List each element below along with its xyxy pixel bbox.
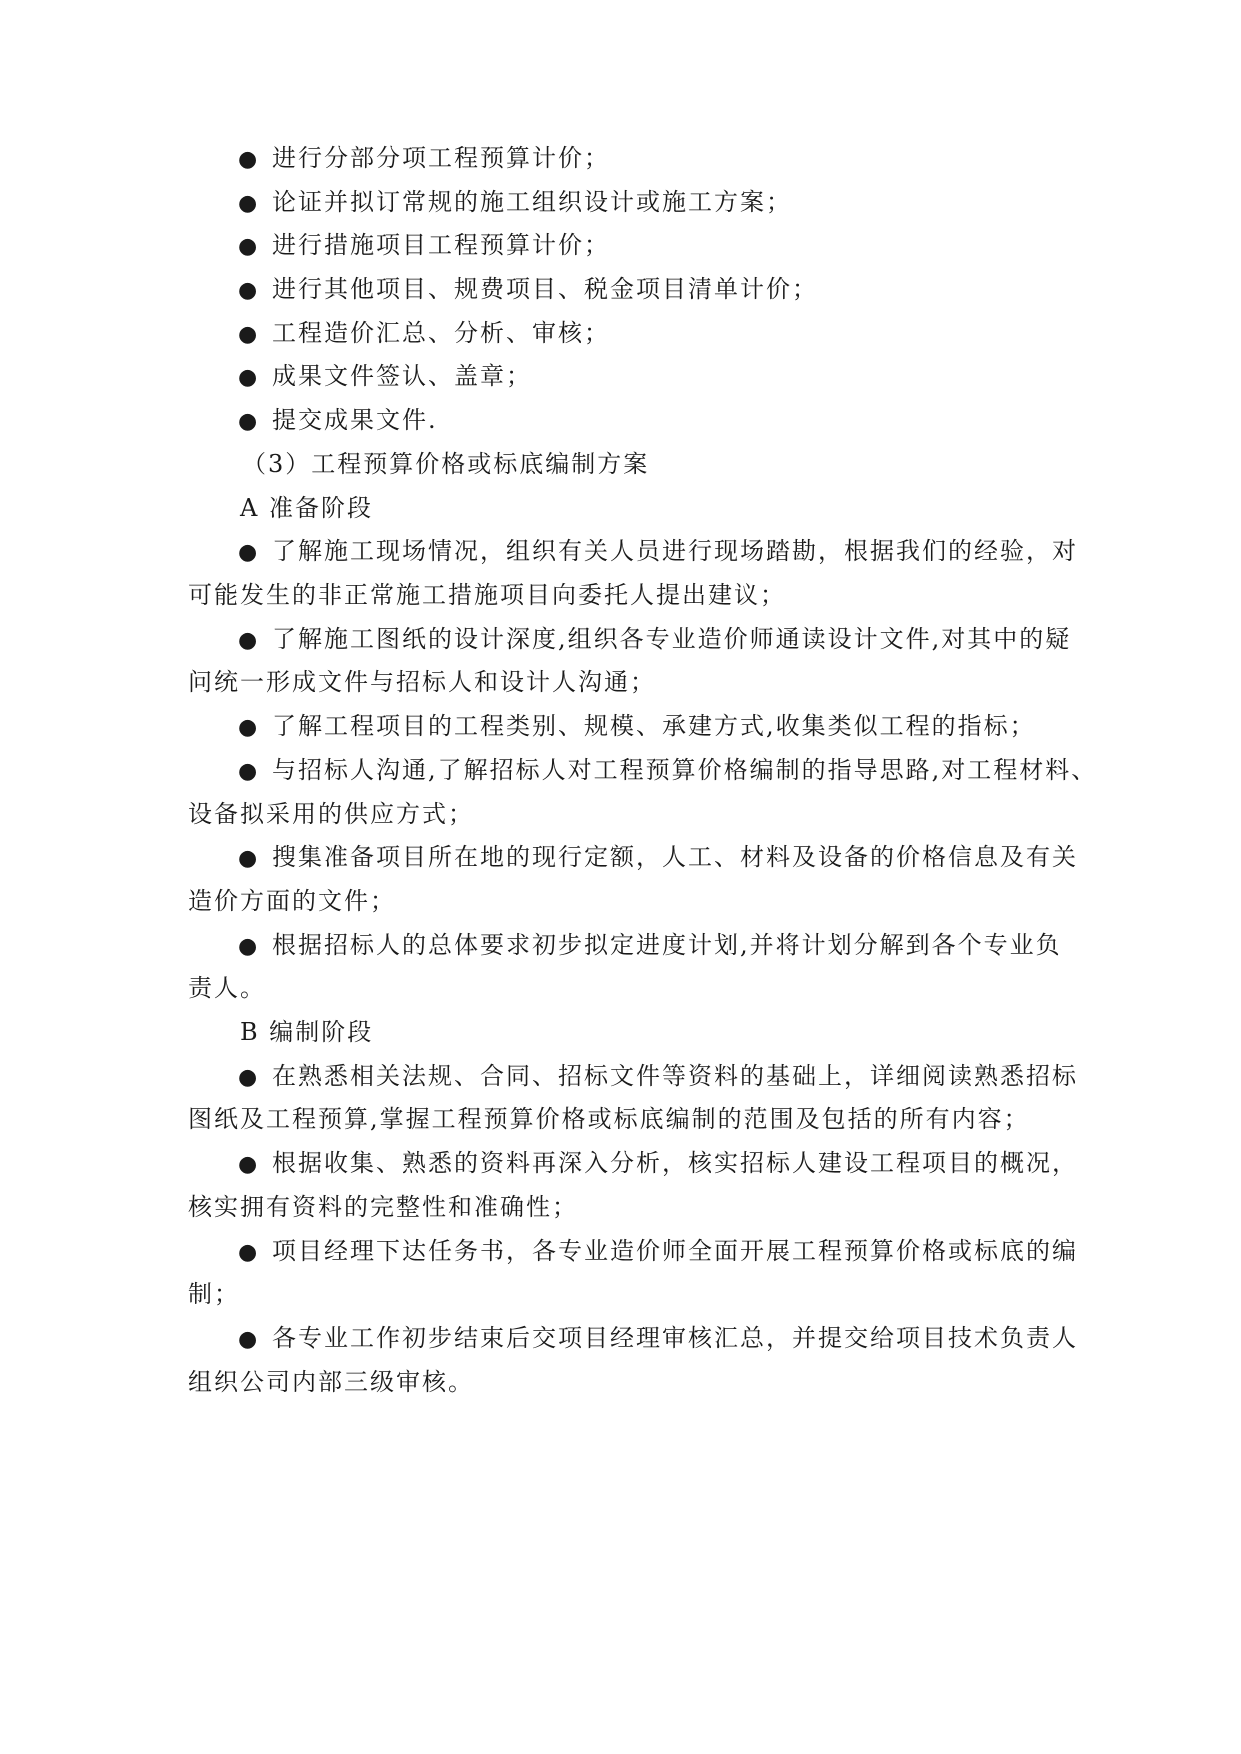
paragraph-first-line: ● 了解施工现场情况，组织有关人员进行现场踏勘，根据我们的经验，对 [238, 536, 1078, 568]
paragraph-first-line: ● 项目经理下达任务书，各专业造价师全面开展工程预算价格或标底的编 [238, 1236, 1078, 1268]
list-item-text: 提交成果文件. [272, 406, 438, 434]
section-title: （3）工程预算价格或标底编制方案 [242, 450, 650, 478]
paragraph-first-line: ● 了解工程项目的工程类别、规模、承建方式,收集类似工程的指标； [238, 711, 1036, 743]
paragraph-first-line: ● 了解施工图纸的设计深度,组织各专业造价师通读设计文件,对其中的疑 [238, 624, 1071, 656]
list-item-text: 进行其他项目、规费项目、税金项目清单计价； [272, 275, 818, 303]
bullet-icon: ● [238, 191, 260, 216]
list-item [238, 405, 438, 437]
bullet-icon: ● [238, 147, 260, 172]
list-item [238, 187, 792, 219]
paragraph-first-line: ● 搜集准备项目所在地的现行定额，人工、材料及设备的价格信息及有关 [238, 842, 1078, 874]
bullet-icon: ● [238, 1152, 260, 1177]
paragraph-continuation: 组织公司内部三级审核。 [188, 1368, 474, 1396]
bullet-icon: ● [238, 715, 260, 740]
paragraph-continuation: 制； [188, 1280, 240, 1308]
list-item-text: 工程造价汇总、分析、审核； [272, 319, 610, 347]
stage-a-title: A 准备阶段 [240, 494, 373, 522]
paragraph-continuation: 责人。 [188, 974, 266, 1002]
paragraph-first-line: ● 在熟悉相关法规、合同、招标文件等资料的基础上，详细阅读熟悉招标 [238, 1061, 1078, 1093]
bullet-icon: ● [238, 365, 260, 390]
paragraph-continuation: 可能发生的非正常施工措施项目向委托人提出建议； [188, 581, 786, 609]
paragraph-first-line: ● 根据招标人的总体要求初步拟定进度计划,并将计划分解到各个专业负 [238, 930, 1062, 962]
bullet-icon: ● [238, 540, 260, 565]
list-item-text: 成果文件签认、盖章； [272, 362, 532, 390]
bullet-icon: ● [238, 409, 260, 434]
bullet-icon: ● [238, 934, 260, 959]
paragraph-first-line: ● 各专业工作初步结束后交项目经理审核汇总，并提交给项目技术负责人 [238, 1323, 1078, 1355]
bullet-icon: ● [238, 846, 260, 871]
paragraph-continuation: 图纸及工程预算,掌握工程预算价格或标底编制的范围及包括的所有内容； [188, 1105, 1030, 1133]
bullet-icon: ● [238, 1327, 260, 1352]
list-item [238, 230, 610, 262]
list-item-text: 进行措施项目工程预算计价； [272, 231, 610, 259]
paragraph-continuation: 造价方面的文件； [188, 887, 396, 915]
bullet-icon: ● [238, 1065, 260, 1090]
list-item-text: 论证并拟订常规的施工组织设计或施工方案； [272, 188, 792, 216]
stage-b-title: B 编制阶段 [240, 1018, 374, 1046]
list-item [238, 143, 610, 175]
list-item [238, 274, 818, 306]
paragraph-first-line: ● 与招标人沟通,了解招标人对工程预算价格编制的指导思路,对工程材料、 [238, 755, 1097, 787]
list-item-text: 进行分部分项工程预算计价； [272, 144, 610, 172]
paragraph-continuation: 核实拥有资料的完整性和准确性； [188, 1193, 578, 1221]
bullet-icon: ● [238, 759, 260, 784]
paragraph-first-line: ● 根据收集、熟悉的资料再深入分析，核实招标人建设工程项目的概况， [238, 1148, 1078, 1180]
list-item [238, 361, 532, 393]
bullet-icon: ● [238, 628, 260, 653]
bullet-icon: ● [238, 234, 260, 259]
list-item [238, 318, 610, 350]
bullet-icon: ● [238, 322, 260, 347]
bullet-icon: ● [238, 1240, 260, 1265]
paragraph-continuation: 设备拟采用的供应方式； [188, 800, 474, 828]
paragraph-continuation: 问统一形成文件与招标人和设计人沟通； [188, 668, 656, 696]
bullet-icon: ● [238, 278, 260, 303]
